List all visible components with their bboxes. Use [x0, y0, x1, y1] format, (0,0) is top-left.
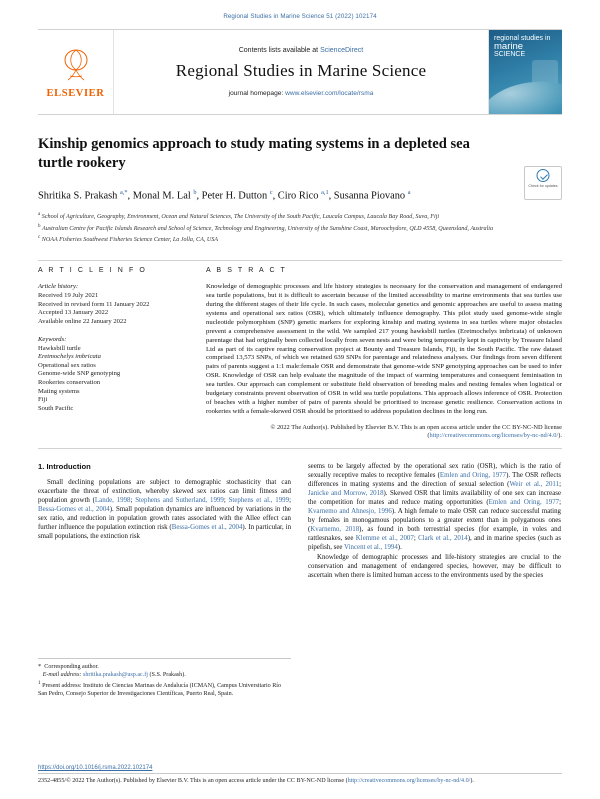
citation-link[interactable]: Lande, 1998 — [94, 496, 131, 504]
email-link[interactable]: shritika.prakash@usp.ac.fj — [82, 671, 148, 678]
text-run: ). — [397, 544, 402, 552]
text-run: ). Skewed OSR that limits availability of one sex can increase the competition for mates and reduce mating opportunities ( — [308, 489, 561, 506]
citation-link[interactable]: Clark et al., 2014 — [418, 535, 468, 543]
keyword-item: South Pacific — [38, 404, 74, 412]
text-run: ), as found in both terrestrial species (for example, in voles and rattlesnakes, see — [308, 526, 562, 543]
elsevier-tree-icon — [56, 46, 96, 86]
history-item: Accepted 13 January 2022 — [38, 309, 109, 317]
crossmark-label: Check for updates — [528, 184, 558, 188]
paragraph — [308, 462, 561, 553]
email-suffix: (S.S. Prakash). — [148, 671, 186, 678]
journal-title: Regional Studies in Marine Science — [175, 61, 427, 80]
abstract-column — [206, 267, 562, 440]
running-head: Regional Studies in Marine Science 51 (2022) 102174 — [223, 13, 377, 20]
citation-link[interactable]: Vincent et al., 1994 — [344, 544, 398, 552]
homepage-prefix: journal homepage: — [228, 90, 286, 97]
section-divider — [38, 448, 562, 449]
sciencedirect-link[interactable]: ScienceDirect — [320, 47, 364, 54]
text-run: ; — [130, 496, 136, 504]
keyword-item: Mating systems — [38, 387, 80, 395]
text-run: ; — [289, 496, 291, 504]
keyword-item: Fiji — [38, 396, 48, 404]
footer-license-text — [38, 777, 562, 785]
text-run: Knowledge of demographic processes and life-history strategies are crucial to the conservation and management of endangered species, however, may be difficult to ascertain when there is limited human access to the environments used by the species — [308, 553, 561, 579]
keyword-item: Eretmochelys imbricata — [38, 353, 101, 361]
text-run: ). A high female to male OSR can reduce successful mating by females in monogamous populations to a greater extent than in polygamous ones ( — [308, 508, 561, 534]
text-run: Small declining populations are subject to demographic stochasticity that can exacerbate the threat of extinction, whereby skewed sex ratios can limit fitness and population growth ( — [38, 478, 291, 504]
email-label: E-mail address: — [42, 671, 83, 678]
homepage-line — [229, 90, 374, 97]
author-list: Shritika S. Prakash $^{a,*}$, Monal M. Lal $^b$, Peter H. Dutton $^c$, Ciro Rico $^{a,1}$, Susanna Piovano $^a$ — [38, 189, 411, 202]
footnote-email — [38, 671, 291, 679]
text-run: ). Small population dynamics are influenced by variations in the sex ratio, and reduction in population growth rates associated with the Allee effect can further influence the population extinction risk ( — [38, 505, 291, 532]
body-columns — [38, 462, 562, 698]
footnote-note-text: Present address: Instituto de Ciencias Marinas de Andalucía (ICMAN), Campus Universitario Río San Pedro, Consejo Superior de Investigaciones Científicas, Puerto Real, Spain. — [38, 682, 282, 697]
article-info-column — [38, 267, 206, 440]
text-run: ). In particular, in small populations, the extinction risk — [38, 524, 292, 541]
article-info-heading: A R T I C L E I N F O — [38, 267, 147, 275]
journal-homepage-link[interactable]: www.elsevier.com/locate/rsma — [285, 90, 374, 97]
footnote-corresponding-text: Corresponding author. — [44, 663, 99, 670]
info-abstract-section — [38, 260, 562, 440]
text-run: ; — [413, 535, 419, 543]
keywords-block — [38, 336, 192, 414]
footnote-star: * — [38, 662, 42, 670]
footnote-block — [38, 658, 291, 698]
keyword-item: Hawksbill turtle — [38, 344, 81, 352]
history-item: Available online 22 January 2022 — [38, 317, 127, 325]
journal-cover-thumbnail — [488, 30, 562, 114]
text-run: seems to be largely affected by the operational sex ratio (OSR), which is the ratio of sexually receptive males to receptive females ( — [308, 462, 561, 479]
article-history-label: Article history: — [38, 283, 79, 291]
footnote-present-address — [38, 679, 291, 698]
elsevier-wordmark: ELSEVIER — [46, 87, 105, 99]
citation-link[interactable]: Emlen and Oring, 1977 — [488, 498, 560, 506]
paragraph — [38, 478, 291, 542]
text-run: ; — [223, 496, 229, 504]
license-prefix: 2352-4855/© 2022 The Author(s). Published by Elsevier B.V. This is an open access article under the CC BY-NC-ND license ( — [38, 778, 348, 784]
check-icon — [537, 169, 550, 182]
keyword-item: Operational sex ratios — [38, 361, 96, 369]
copyright-text: © 2022 The Author(s). Published by Elsevier B.V. This is an open access article under the CC BY-NC-ND license ( — [270, 423, 562, 440]
cover-line-2: marine — [494, 41, 524, 52]
footnote-marker: 1 — [38, 679, 41, 686]
history-item: Received in revised form 11 January 2022 — [38, 300, 150, 308]
paragraph — [308, 553, 561, 580]
crossmark-badge[interactable] — [524, 166, 562, 200]
text-run: ), and in marine species (such as pipefish, see — [308, 535, 561, 552]
abstract-copyright — [206, 424, 562, 441]
keywords-label: Keywords: — [38, 335, 67, 343]
license-link[interactable]: http://creativecommons.org/licenses/by-nc-nd/4.0/ — [429, 432, 559, 440]
body-column-right — [308, 462, 561, 698]
masthead-center — [114, 30, 488, 114]
elsevier-logo — [38, 30, 114, 114]
keyword-item: Genome-wide SNP genotyping — [38, 370, 121, 378]
citation-link[interactable]: Stephens and Sutherland, 1999 — [135, 496, 224, 504]
text-run: ; — [559, 480, 561, 488]
footnote-corresponding — [38, 663, 291, 671]
affiliation-c: $^c$ NOAA Fisheries Southwest Fisheries Science Center, La Jolla, CA, USA — [38, 234, 219, 243]
citation-link[interactable]: Bessa-Gomes et al., 2004 — [171, 524, 243, 532]
license-suffix: ). — [470, 778, 474, 784]
journal-masthead — [38, 29, 562, 115]
affiliations — [38, 211, 562, 244]
abstract-heading: A B S T R A C T — [206, 267, 287, 275]
contents-line — [239, 47, 364, 54]
citation-link[interactable]: Stephens et al., 1999 — [228, 496, 290, 504]
cover-line-1: regional studies in — [494, 35, 551, 42]
text-run: ; — [559, 498, 562, 506]
contents-prefix: Contents lists available at — [238, 47, 321, 54]
citation-link[interactable]: Janicke and Morrow, 2018 — [308, 489, 384, 497]
citation-link[interactable]: Klemme et al., 2007 — [355, 535, 414, 543]
citation-link[interactable]: Bessa-Gomes et al., 2004 — [38, 505, 110, 513]
cover-text — [489, 30, 562, 59]
abstract-text: Knowledge of demographic processes and life history strategies is necessary for the conservation and management of endangered sea turtle populations, but it is difficult to ascertain because of the limited accessibility to marine environments that sea turtles use during the different stages of their life cycle. In such cases, molecular genetics and genomic approaches are useful to assess mating systems and operational sex ratios (OSR), which ultimately influence demography. This pilot study used genome-wide single nucleotide polymorphism (SNP) genetic markers for exploring kinship and mating systems in sea turtles where major obstacles prevent a comprehensive assessment in the wild. We sampled 217 young hawksbill turtles (Eretmochelys imbricata) of unknown parentage that had originally been collected locally from seven nests and were being temporarily kept in captivity by Treasure Island Ltd as part of its captive rearing conservation project at Bounty and Treasure Islands, Fiji, in the South Pacific. The raw dataset comprised 13,573 SNPs, of which we retained 639 SNPs for parentage and relatedness analyses. Our findings from seven different pairs of parents suggest a 1:1 male:female OSR and demonstrate that genome-wide SNP genotyping approaches can be used to infer OSR. Knowledge of OSR can help evaluate the magnitude of the impact of warming temperatures and consequent feminisation in sea turtles. Our approach can complement or substitute field observation of breeding males and nesting females when logistical or budgetary constraints prevent observation of OSR in wild sea turtle populations. This approach allows inference of OSR. Protection of beaches with a higher number of pairs of parents should be prioritised to increase genetic resilience. Conservation actions in rookeries with a female-skewed OSR should be prioritised to address population declines in the long run. — [206, 283, 562, 415]
title-block — [38, 135, 562, 244]
affiliation-b: $^b$ Australian Centre for Pacific Islands Research and School of Science, Technology and Engineering, University of the Sunshine Coast, Maroochydore, QLD 4558, Queensland, Australia — [38, 223, 494, 232]
license-link[interactable]: http://creativecommons.org/licenses/by-nc-nd/4.0/ — [347, 778, 471, 784]
page-title: Kinship genomics approach to study mating systems in a depleted sea turtle rookery — [38, 136, 470, 171]
citation-link[interactable]: Kvarnemo and Ahnesjo, 1996 — [308, 508, 392, 516]
footer-divider — [38, 773, 562, 774]
text-run: ). The OSR reflects differences in mating systems and the direction of sexual selection ( — [308, 471, 562, 488]
page-footer — [38, 765, 562, 785]
copyright-close: ). — [558, 432, 562, 440]
history-item: Received 19 July 2021 — [38, 292, 99, 300]
affiliation-a: $^a$ School of Agriculture, Geography, Environment, Ocean and Natural Sciences, The University of the South Pacific, Laucala Campus, Laucala Bay Road, Suva, Fiji — [38, 212, 440, 221]
doi-link[interactable]: https://doi.org/10.1016/j.rsma.2022.102174 — [38, 765, 153, 771]
citation-link[interactable]: Weir et al., 2011 — [509, 480, 560, 488]
citation-link[interactable]: Emlen and Oring, 1977 — [439, 471, 507, 479]
cover-wave-graphic — [488, 76, 562, 114]
body-column-left — [38, 462, 291, 698]
citation-link[interactable]: Kvarnemo, 2018 — [310, 526, 360, 534]
keyword-item: Rookeries conservation — [38, 378, 101, 386]
cover-line-3: SCIENCE — [494, 51, 526, 58]
section-heading-introduction: 1. Introduction — [38, 461, 91, 471]
